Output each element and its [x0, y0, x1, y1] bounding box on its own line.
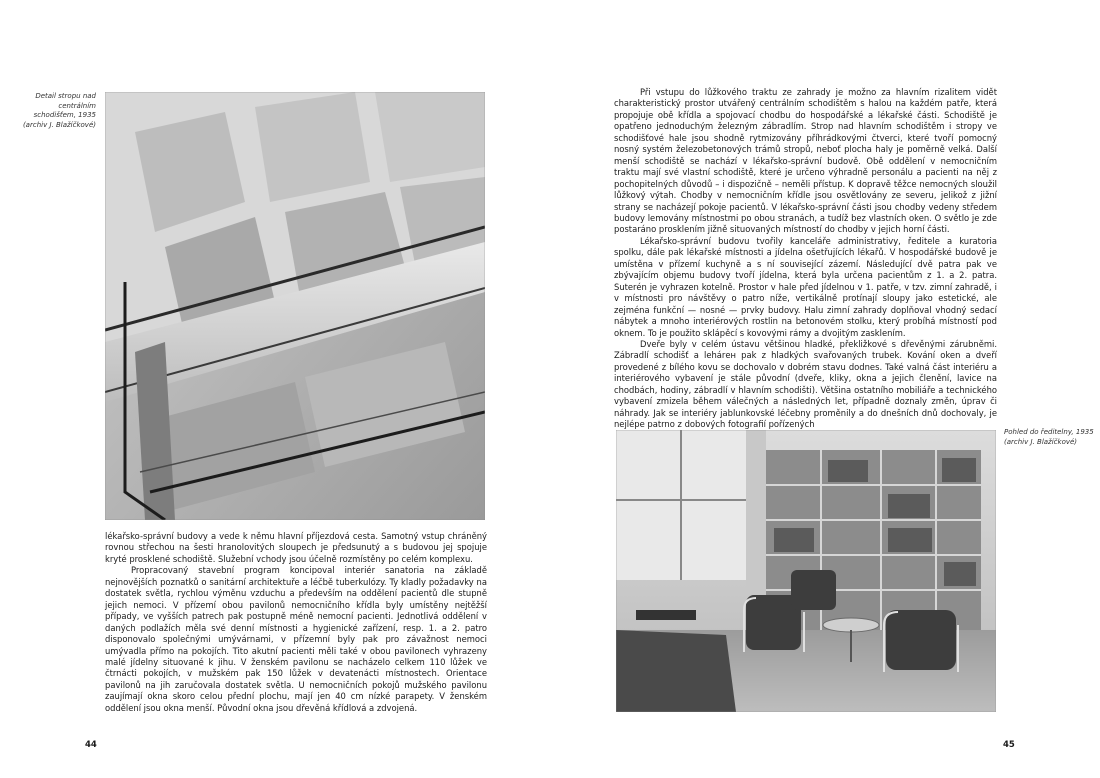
- paragraph: Propracovaný stavební program koncipoval interiér sanatoria na základě nejnovějších poznatků o sanitární architektuře a léčbě tuberkulózy. Ty kladly požadavky na dostatek světla, rychlou výměnu vzduchu a především na oddělení pacientů dle stupně jejich nemoci. V přízemí obou pavilonů nemocničního křídla byly umístěny nejtěžší případy, ve vyšších patrech pak postupně méně nemocní pacienti. Jednotlivá oddělení v daných podlažích měla své denní místnosti a hygienické zařízení, resp. 1. a 2. patro disponovalo společnými umývárnami, v přízemní byly pak pro závažnost nemoci umývadla přímo na pokojích. Tito akutní pacienti měli také v obou pavilonech vyhrazeny malé jídelny situované k jihu. V ženském pavilonu se nacházelo celkem 110 lůžek ve čtrnácti pokojích, v mužském pak 150 lůžek v devatenácti místnostech. Orientace pavilonů na jih zaručovala dostatek světla. U nemocničních pokojů mužského pavilonu zaujímají okna skoro celou přední plochu, mají jen 40 cm nízké parapety. V ženském oddělení jsou okna menší. Původní okna jsou dřevěná křídlová a zdvojená.: [105, 565, 487, 713]
- paragraph: Lékařsko-správní budovu tvořily kanceláře administrativy, ředitele a kuratoria spolku, dále pak lékařské místnosti a jídelna ošetřujících lékařů. V hospodářské budově je umístěna v přízemí kuchyně a s ní související zázemí. Následující dvě patra pak ve zbývajícím objemu budovy tvoří jídelna, která byla určena pacientům z 1. a 2. patra. Suterén je vyhrazen kotelně. Prostor v hale před jídelnou v 1. patře, v tzv. zimní zahradě, i v místnosti pro návštěvy o patro níže, vertikálně protínají sloupy jako estetické, ale zejména funkční — nosné — prvky budovy. Halu zimní zahrady doplňoval vhodný sedací nábytek a mnoho interiérových rostlin na betonovém stolku, který probíhá místností pod oknem. To je použito sklápěcí s kovovými rámy a dvojitým zasklením.: [614, 235, 997, 338]
- stairwell-ceiling-photo: [105, 92, 485, 520]
- paragraph: Při vstupu do lůžkového traktu ze zahrady je možno za hlavním rizalitem vidět charakteristický prostor utvářený centrálním schodištěm s halou na každém patře, která propojuje obě křídla a spojovací chodbu do hospodářské a lékařské části. Schodiště je opatřeno jednoduchým železným zábradlím. Strop nad hlavním schodištěm i stropy ve schodišťové hale jsou shodně rytmizovány příhrádkovými čtverci, které tvoří pomocný nosný systém železobetonových trámů stropů, neboť plocha haly je poměrně velká. Další menší schodiště se nachází v lékařsko-správní budově. Obě oddělení v nemocničním traktu mají své vlastní schodiště, které je určeno výhradně personálu a pacienti na něj z pochopitelných důvodů – i dispozičně – neměli přístup. K dopravě těžce nemocných sloužil lůžkový výtah. Chodby v nemocničním křídle jsou osvětlovány ze severu, jelikož z jižní strany se nacházejí pokoje pacientů. V lékařsko-správní části jsou chodby vedeny středem budovy lemovány místnostmi po obou stranách, a tudíž bez vlastních oken. O světlo je zde postaráno prosklením jižně situovaných místností do chodby v jejich horní části.: [614, 87, 997, 235]
- left-page-body-text: [105, 531, 487, 714]
- page-number-right: 45: [1003, 740, 1015, 750]
- paragraph: Dveře byly v celém ústavu většinou hladké, překližkové s dřevěnými zárubněmi. Zábradlí schodišť a lehárен pak z hladkých svařovaných trubek. Kování oken a dveří provedené z bílého kovu se dochovalo v dobrém stavu dodnes. Také valná část interiéru a interiérového vybavení je stále původní (dveře, kliky, okna a jejich členění, lavice na chodbách, hodiny, zábradlí v hlavním schodišti). Většina ostatního mobiliáře a technického vybavení zmizela během válečných a následných let, případně doznaly změn, úprav či náhrady. Jak se interiéry jablunkovské léčebny proměnily a do dnešních dnů dochovaly, je nejlépe patrno z dobových fotografií pořízených: [614, 338, 997, 430]
- right-page-body-text: [614, 87, 997, 431]
- photo-caption-director-office: Pohled do ředitelny, 1935 (archiv J. Blažíčkové): [1004, 428, 1094, 446]
- photo-caption-stairwell-ceiling: Detail stropu nad centrálním schodišťem, 1935 (archiv J. Blažíčkové): [22, 92, 96, 129]
- page-number-left: 44: [85, 740, 97, 750]
- paragraph: lékařsko-správní budovy a vede k němu hlavní příjezdová cesta. Samotný vstup chráněný rovnou střechou na šesti hranolovitých sloupech je předsunutý a s budovou jej spojuje kryté prosklené schodiště. Služební vchody jsou účelně rozmístěny po celém komplexu.: [105, 531, 487, 564]
- director-office-photo: [616, 430, 996, 712]
